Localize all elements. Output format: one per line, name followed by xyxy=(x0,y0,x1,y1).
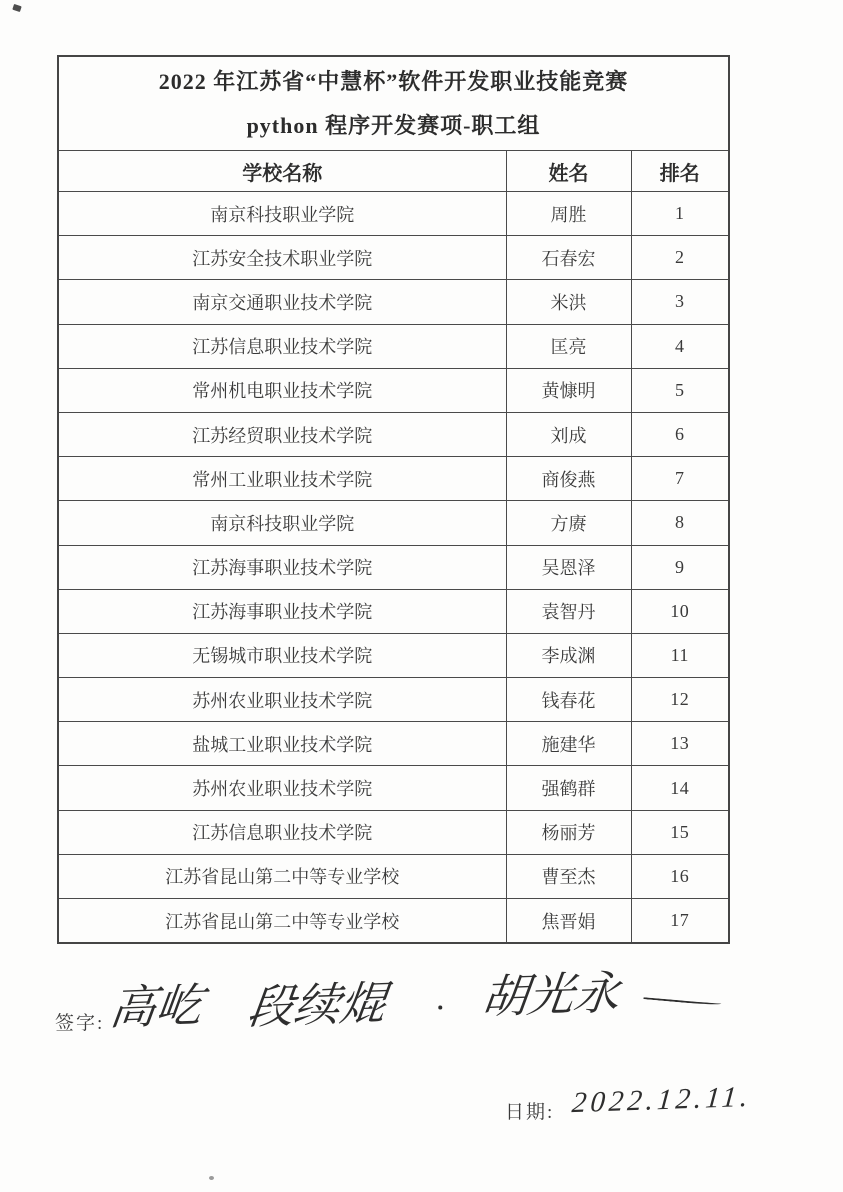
cell-name: 石春宏 xyxy=(506,236,631,280)
signature-tail-stroke xyxy=(643,995,721,1006)
cell-name: 焦晋娟 xyxy=(506,899,631,944)
date-label: 日期: xyxy=(505,1102,555,1123)
cell-rank: 9 xyxy=(631,545,729,589)
table-header-row xyxy=(58,151,729,192)
handwritten-dot xyxy=(438,1005,442,1009)
cell-rank: 17 xyxy=(631,899,729,944)
results-table xyxy=(57,55,730,944)
document-title-line1: 2022 年江苏省“中慧杯”软件开发职业技能竞赛 xyxy=(158,68,629,94)
cell-name: 周胜 xyxy=(506,192,631,236)
cell-school: 盐城工业职业技术学院 xyxy=(58,722,506,766)
signature-handwriting-2: 段续焜 xyxy=(245,977,390,1034)
col-header-name: 姓名 xyxy=(506,151,631,192)
scan-speck xyxy=(12,4,21,12)
cell-school: 江苏省昆山第二中等专业学校 xyxy=(58,854,506,898)
table-row xyxy=(58,236,729,280)
table-row xyxy=(58,412,729,456)
title-row xyxy=(58,56,729,151)
table-row xyxy=(58,854,729,898)
cell-rank: 15 xyxy=(631,810,729,854)
cell-school: 无锡城市职业技术学院 xyxy=(58,633,506,677)
cell-name: 黄慷明 xyxy=(506,368,631,412)
cell-school: 苏州农业职业技术学院 xyxy=(58,678,506,722)
table-row xyxy=(58,324,729,368)
signature-handwriting-1: 高屹 xyxy=(106,979,206,1035)
cell-rank: 4 xyxy=(631,324,729,368)
cell-school: 南京交通职业技术学院 xyxy=(58,280,506,324)
cell-rank: 13 xyxy=(631,722,729,766)
table-row xyxy=(58,678,729,722)
cell-school: 常州机电职业技术学院 xyxy=(58,368,506,412)
cell-school: 常州工业职业技术学院 xyxy=(58,457,506,501)
document-title-line2: python 程序开发赛项-职工组 xyxy=(246,112,541,138)
signature-handwriting-3: 胡光永 xyxy=(478,967,624,1024)
cell-name: 施建华 xyxy=(506,722,631,766)
cell-name: 李成渊 xyxy=(506,633,631,677)
cell-rank: 7 xyxy=(631,457,729,501)
date-handwriting: 2022.12.11. xyxy=(570,1080,754,1120)
cell-school: 江苏信息职业技术学院 xyxy=(58,810,506,854)
document-title xyxy=(58,56,729,151)
table-row xyxy=(58,633,729,677)
cell-name: 米洪 xyxy=(506,280,631,324)
cell-rank: 5 xyxy=(631,368,729,412)
cell-school: 南京科技职业学院 xyxy=(58,501,506,545)
cell-name: 吴恩泽 xyxy=(506,545,631,589)
table-row xyxy=(58,368,729,412)
cell-name: 方赓 xyxy=(506,501,631,545)
table-row xyxy=(58,766,729,810)
cell-school: 江苏信息职业技术学院 xyxy=(58,324,506,368)
cell-name: 钱春花 xyxy=(506,678,631,722)
cell-name: 袁智丹 xyxy=(506,589,631,633)
cell-name: 刘成 xyxy=(506,412,631,456)
cell-rank: 1 xyxy=(631,192,729,236)
cell-rank: 11 xyxy=(631,633,729,677)
cell-rank: 14 xyxy=(631,766,729,810)
cell-school: 江苏海事职业技术学院 xyxy=(58,545,506,589)
cell-name: 匡亮 xyxy=(506,324,631,368)
cell-name: 曹至杰 xyxy=(506,854,631,898)
cell-rank: 8 xyxy=(631,501,729,545)
cell-school: 江苏安全技术职业学院 xyxy=(58,236,506,280)
cell-rank: 3 xyxy=(631,280,729,324)
table-row xyxy=(58,810,729,854)
signature-label: 签字: xyxy=(55,1013,105,1034)
cell-school: 苏州农业职业技术学院 xyxy=(58,766,506,810)
cell-rank: 10 xyxy=(631,589,729,633)
table-row xyxy=(58,501,729,545)
cell-rank: 16 xyxy=(631,854,729,898)
col-header-rank: 排名 xyxy=(631,151,729,192)
signatures xyxy=(106,959,745,1040)
cell-school: 南京科技职业学院 xyxy=(58,192,506,236)
table-row xyxy=(58,722,729,766)
table-row xyxy=(58,545,729,589)
cell-school: 江苏经贸职业技术学院 xyxy=(58,412,506,456)
cell-name: 杨丽芳 xyxy=(506,810,631,854)
table-row xyxy=(58,899,729,944)
cell-school: 江苏省昆山第二中等专业学校 xyxy=(58,899,506,944)
table-row xyxy=(58,192,729,236)
table-row xyxy=(58,280,729,324)
cell-name: 强鹤群 xyxy=(506,766,631,810)
scan-speck xyxy=(209,1176,214,1180)
table-row xyxy=(58,589,729,633)
cell-school: 江苏海事职业技术学院 xyxy=(58,589,506,633)
cell-rank: 12 xyxy=(631,678,729,722)
cell-name: 商俊燕 xyxy=(506,457,631,501)
table-row xyxy=(58,457,729,501)
cell-rank: 2 xyxy=(631,236,729,280)
cell-rank: 6 xyxy=(631,412,729,456)
col-header-school: 学校名称 xyxy=(58,151,506,192)
